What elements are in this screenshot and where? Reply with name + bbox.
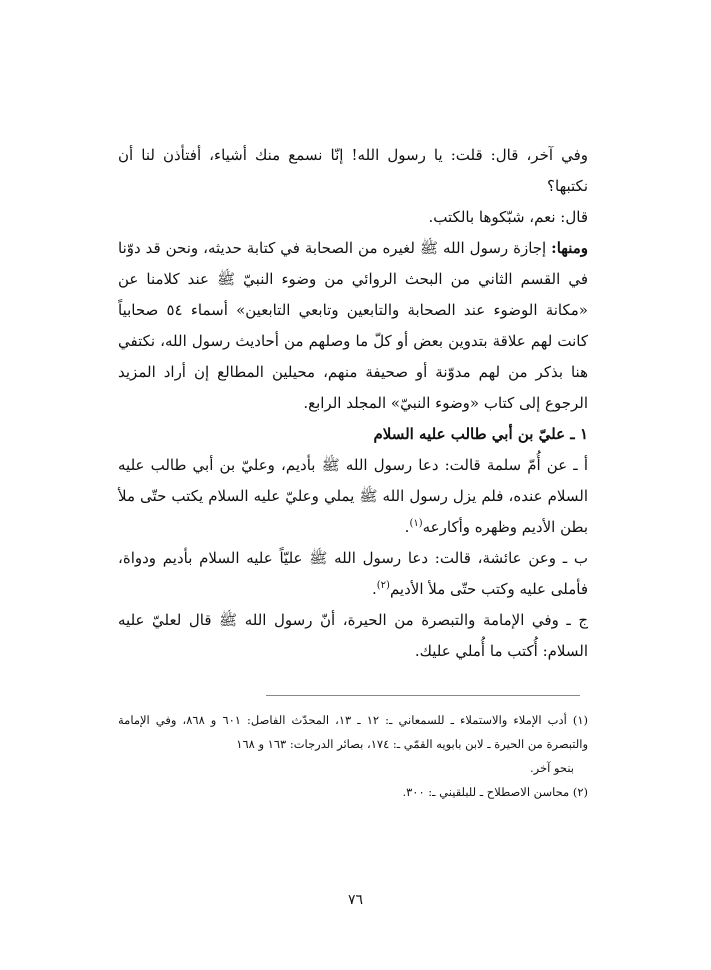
footnotes bbox=[118, 708, 588, 804]
page-number: ٧٦ bbox=[347, 892, 364, 908]
item-a-text: أ ـ عن أُمّ سلمة قالت: دعا رسول الله ﷺ بأديم، وعليّ بن أبي طالب عليه السلام عنده، فلم يزل رسول الله ﷺ يملي وعليّ عليه السلام يكتب حتّى ملأ بطن الأديم وظهره وأكارعه bbox=[118, 456, 588, 536]
item-c: ج ـ وفي الإمامة والتبصرة من الحيرة، أنّ رسول الله ﷺ قال لعليّ عليه السلام: أُكتب ما أُملي عليك. bbox=[118, 611, 588, 660]
paragraph-3-body: إجازة رسول الله ﷺ لغيره من الصحابة في كتابة حديثه، ونحن قد دوّنا في القسم الثاني من البحث الروائي من وضوء النبيّ ﷺ عند كلامنا عن «مكانة الوضوء عند الصحابة والتابعين وتابعي التابعين» أسماء ٥٤ صحابياً كانت لهم علاقة بتدوين بعض أو كلّ ما وصلهم من أحاديث رسول الله، نكتفي هنا بذكر من لهم مدوّنة أو صحيفة منهم، محيلين المطالع إن أراد المزيد الرجوع إلى كتاب «وضوء النبيّ» المجلد الرابع. bbox=[118, 239, 588, 412]
footnote-2: (٢) محاسن الاصطلاح ـ للبلقيني ـ: ٣٠٠. bbox=[402, 785, 588, 799]
main-text bbox=[118, 140, 588, 667]
footnote-ref-2: (٢) bbox=[376, 580, 390, 591]
section-heading: ١ ـ عليّ بن أبي طالب عليه السلام bbox=[373, 425, 588, 443]
paragraph-2: قال: نعم، شبّكوها بالكتب. bbox=[428, 208, 588, 226]
footnote-ref-1: (١) bbox=[409, 518, 423, 529]
paragraph-1: وفي آخر، قال: قلت: يا رسول الله! إنّا نسمع منك أشياء، أفتأذن لنا أن نكتبها؟ bbox=[118, 146, 588, 195]
item-b-text: ب ـ وعن عائشة، قالت: دعا رسول الله ﷺ عليّاً عليه السلام بأديم ودواة، فأملى عليه وكتب حتّى ملأ الأديم bbox=[118, 549, 588, 598]
paragraph-3-lead: ومنها: bbox=[551, 239, 588, 257]
item-a bbox=[118, 450, 588, 543]
item-b-end: . bbox=[371, 580, 377, 598]
item-b bbox=[118, 543, 588, 605]
footnote-1-continuation: بنحو آخر. bbox=[530, 761, 574, 775]
paragraph-3 bbox=[118, 233, 588, 419]
footnote-1: (١) أدب الإملاء والاستملاء ـ للسمعاني ـ: ١٢ ـ ١٣، المحدّث الفاصل: ٦٠١ و ٨٦٨، وفي الإمامة والتبصرة من الحيرة ـ لابن بابويه القمّي ـ: ١٧٤، بصائر الدرجات: ١٦٣ و ١٦٨ bbox=[118, 713, 589, 751]
item-a-end: . bbox=[404, 518, 410, 536]
footnote-divider bbox=[266, 695, 580, 696]
